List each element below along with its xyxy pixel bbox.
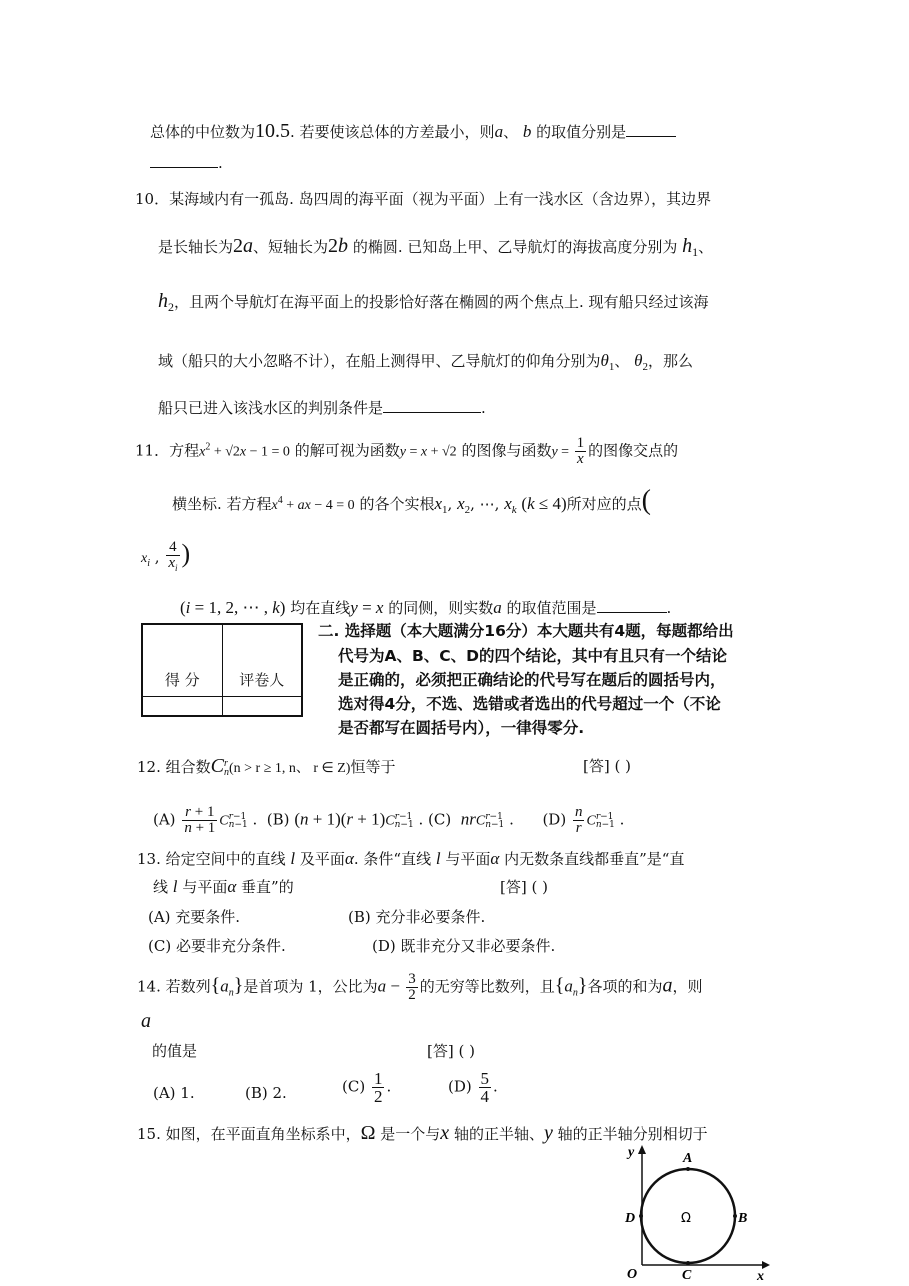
question-14-line-2: 的值是 xyxy=(152,1042,198,1060)
question-11-line-2: 横坐标. 若方程$x^4$ + ax − 4 = 0 的各个实根$x_1$, $x_2$, ⋯, $x_k$ (k ≤ 4)所对应的点( xyxy=(172,485,651,516)
question-15-line-1: 15. 如图，在平面直角坐标系中，Ω 是一个与x 轴的正半轴、y 轴的正半轴分别相切于 xyxy=(137,1122,708,1144)
question-11-point: $x_i$ , $\frac{4}{x_i}$ ) xyxy=(141,539,191,573)
text-line-median: 总体的中位数为10.5. 若要使该总体的方差最小，则a、 b 的取值分别是 xyxy=(150,120,676,143)
svg-text:A: A xyxy=(683,1151,693,1166)
question-13-line-1: 13. 给定空间中的直线 l 及平面α. 条件“直线 l 与平面α 内无数条直线都垂直”是“直 xyxy=(137,849,685,868)
answer-blank[interactable] xyxy=(383,398,481,413)
question-14-line-1: 14. 若数列$\{a_n\}$是首项为 1，公比为a − $\frac{3}{2}$ 的无穷等比数列，且$\{a_n\}$各项的和为a，则 xyxy=(137,971,703,1003)
question-13-option-a: (A) 充要条件. xyxy=(148,908,241,926)
svg-text:C: C xyxy=(682,1268,692,1280)
answer-blank[interactable] xyxy=(626,122,676,137)
question-13-answer[interactable]: [答] ( ) xyxy=(500,878,548,896)
circle-figure xyxy=(612,1140,772,1280)
section-2-line-3: 是正确的，必须把正确结论的代号写在题后的圆括号内， xyxy=(338,671,726,689)
question-14-answer[interactable]: [答] ( ) xyxy=(427,1042,475,1060)
section-2-line-1: 二. 选择题（本大题满分16分）本大题共有4题，每题都给出 xyxy=(318,622,734,640)
svg-text:x: x xyxy=(757,1269,764,1280)
score-box xyxy=(141,623,303,717)
question-13-line-2: 线 l 与平面α 垂直”的 xyxy=(153,877,294,896)
svg-text:O: O xyxy=(627,1267,638,1280)
question-12-answer[interactable]: [答] ( ) xyxy=(583,757,631,775)
question-13-option-b: (B) 充分非必要条件. xyxy=(348,908,486,926)
question-10-line-1: 10．某海域内有一孤岛. 岛四周的海平面（视为平面）上有一浅水区（含边界），其边界 xyxy=(135,190,712,208)
question-11-line-1: 11．方程$x^2 + √2x - 1 = 0$ 的解可视为函数y = x + √2 的图像与函数y = $\frac{1}{x}$ 的图像交点的 xyxy=(135,435,679,467)
question-10-line-3: $h_2$，且两个导航灯在海平面上的投影恰好落在椭圆的两个焦点上. 现有船只经过该海 xyxy=(158,290,709,314)
question-11-line-3: (i = 1, 2, ⋯ , k) 均在直线y = x 的同侧，则实数a 的取值范围是 . xyxy=(180,598,672,617)
score-cell[interactable] xyxy=(142,697,222,716)
svg-text:B: B xyxy=(738,1211,748,1226)
question-12-options: (A) $\frac{r + 1}{n + 1}$ C r−1 n−1 . (B) (n + 1)(r + 1)C r−1 n−1 . (C) nrC r−1 n−1 . (D) $\frac{n}{r}$ C r−1 n−1 . xyxy=(153,804,625,836)
section-2-line-5: 是否都写在圆括号内），一律得零分. xyxy=(338,719,585,737)
question-12-line-1: 12. 组合数C r n (n > r ≥ 1, n、 r ∈ Z)恒等于 xyxy=(137,755,396,778)
question-14-option-d: (D) $\frac{5}{4}$ . xyxy=(448,1069,498,1106)
answer-blank-continued: . xyxy=(150,152,223,174)
grader-label: 评卷人 xyxy=(222,624,302,697)
score-label: 得 分 xyxy=(142,624,222,697)
svg-text:D: D xyxy=(625,1211,636,1226)
question-14-option-b: (B) 2. xyxy=(245,1084,287,1102)
grader-cell[interactable] xyxy=(222,697,302,716)
question-13-option-c: (C) 必要非充分条件. xyxy=(148,937,286,955)
question-10-line-2: 是长轴长为2a、短轴长为2b 的椭圆. 已知岛上甲、乙导航灯的海拔高度分别为 $h_1$、 xyxy=(158,235,714,259)
svg-text:Ω: Ω xyxy=(681,1211,691,1226)
question-10-line-4: 域（船只的大小忽略不计），在船上测得甲、乙导航灯的仰角分别为$\theta_1$、 $\theta_2$，那么 xyxy=(158,351,694,373)
question-14-option-c: (C) $\frac{1}{2}$ . xyxy=(342,1069,392,1106)
answer-blank[interactable] xyxy=(597,598,667,613)
question-10-line-5: 船只已进入该浅水区的判别条件是 . xyxy=(158,399,486,417)
question-14-var: a xyxy=(141,1010,151,1032)
section-2-line-4: 选对得4分，不选、选错或者选出的代号超过一个（不论 xyxy=(338,695,721,713)
section-2-line-2: 代号为A、B、C、D的四个结论，其中有且只有一个结论 xyxy=(338,647,728,665)
svg-text:y: y xyxy=(628,1145,635,1160)
question-13-option-d: (D) 既非充分又非必要条件. xyxy=(372,937,556,955)
question-14-option-a: (A) 1. xyxy=(153,1084,195,1102)
